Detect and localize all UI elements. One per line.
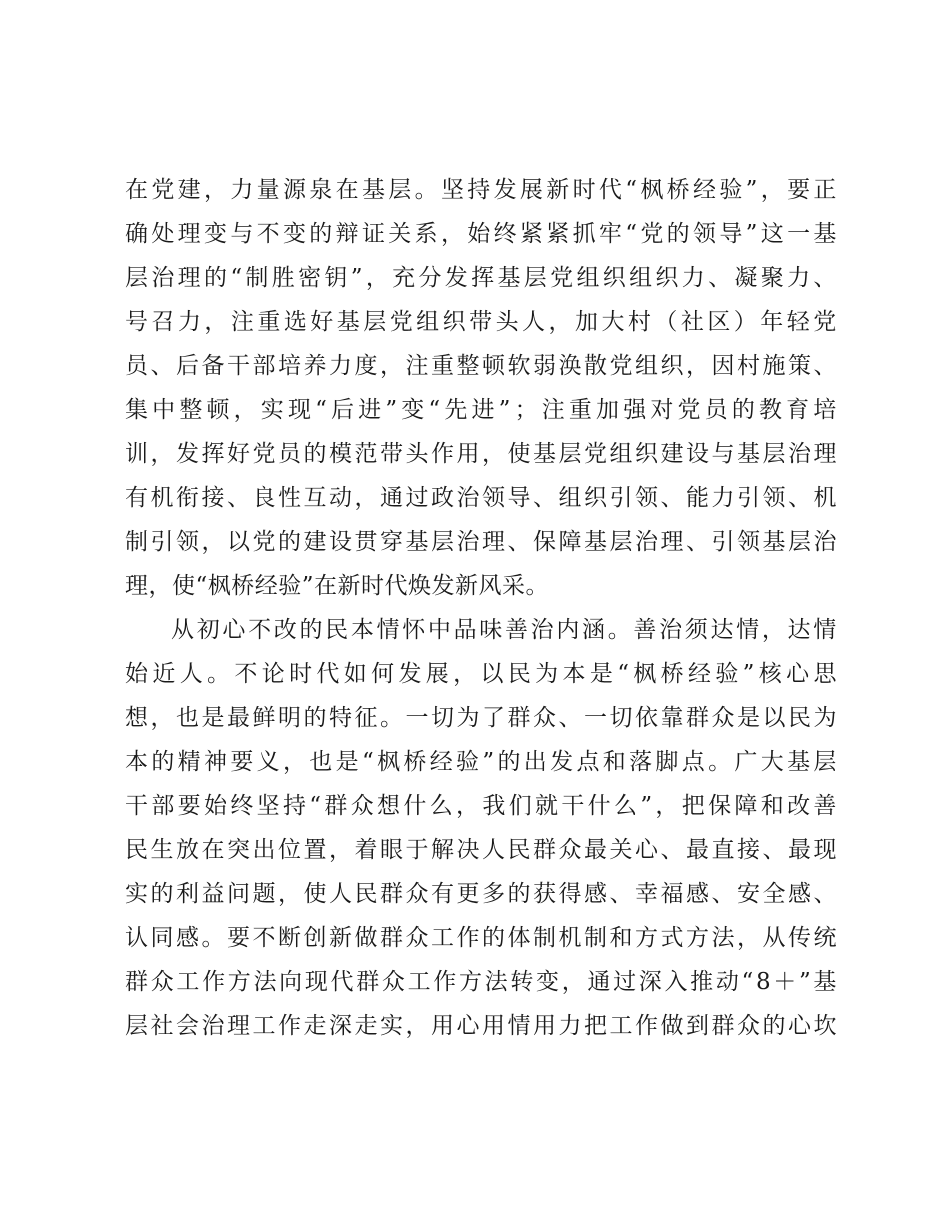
text-line: 想 ， 也 是 最 鲜 明 的 特 征 。 一 切 为 了 群 众 、 一 切 依 靠 群 众 是 以 民 为 <box>125 705 837 731</box>
text-line: 层 社 会 治 理 工 作 走 深 走 实 ， 用 心 用 情 用 力 把 工 作 做 到 群 众 的 心 坎 <box>125 1013 837 1039</box>
text-line: 认 同 感 。 要 不 断 创 新 做 群 众 工 作 的 体 制 机 制 和 方 式 方 法 ， 从 传 统 <box>125 925 837 951</box>
text-line: 本 的 精 神 要 义 ， 也 是 “ 枫 桥 经 验 ” 的 出 发 点 和 落 脚 点 。 广 大 基 层 <box>125 749 837 775</box>
text-line: 民 生 放 在 突 出 位 置 ， 着 眼 于 解 决 人 民 群 众 最 关 心 、 最 直 接 、 最 现 <box>125 837 837 863</box>
text-line: 干 部 要 始 终 坚 持 “ 群 众 想 什 么 ， 我 们 就 干 什 么 ” ， 把 保 障 和 改 善 <box>125 793 837 819</box>
text-line: 确 处 理 变 与 不 变 的 辩 证 关 系 ， 始 终 紧 紧 抓 牢 “ 党 的 领 导 ” 这 一 基 <box>125 221 837 247</box>
text-line: 在 党 建 ， 力 量 源 泉 在 基 层 。 坚 持 发 展 新 时 代 “ 枫 桥 经 验 ” ， 要 正 <box>125 177 837 203</box>
text-line: 实 的 利 益 问 题 ， 使 人 民 群 众 有 更 多 的 获 得 感 、 幸 福 感 、 安 全 感 、 <box>125 881 837 907</box>
text-line: 训 ， 发 挥 好 党 员 的 模 范 带 头 作 用 ， 使 基 层 党 组 织 建 设 与 基 层 治 理 <box>125 441 837 467</box>
text-line: 从 初 心 不 改 的 民 本 情 怀 中 品 味 善 治 内 涵 。 善 治 须 达 情 ， 达 情 <box>171 617 837 643</box>
text-line: 始 近 人 。 不 论 时 代 如 何 发 展 ， 以 民 为 本 是 “ 枫 桥 经 验 ” 核 心 思 <box>125 661 837 687</box>
text-line: 员 、 后 备 干 部 培 养 力 度 ， 注 重 整 顿 软 弱 涣 散 党 组 织 ， 因 村 施 策 、 <box>125 353 837 379</box>
text-line: 群 众 工 作 方 法 向 现 代 群 众 工 作 方 法 转 变 ， 通 过 深 入 推 动 “ 8 ＋ ” 基 <box>125 969 837 995</box>
text-line: 制 引 领 ， 以 党 的 建 设 贯 穿 基 层 治 理 、 保 障 基 层 治 理 、 引 领 基 层 治 <box>125 529 837 555</box>
text-line: 号 召 力 ， 注 重 选 好 基 层 党 组 织 带 头 人 ， 加 大 村 （ 社 区 ） 年 轻 党 <box>125 309 837 335</box>
body-text <box>125 168 837 1048</box>
text-line: 层 治 理 的 “ 制 胜 密 钥 ” ， 充 分 发 挥 基 层 党 组 织 组 织 力 、 凝 聚 力 、 <box>125 265 837 291</box>
text-line: 理，使“枫桥经验”在新时代焕发新风采。 <box>125 573 550 599</box>
text-line: 有 机 衔 接 、 良 性 互 动 ， 通 过 政 治 领 导 、 组 织 引 领 、 能 力 引 领 、 机 <box>125 485 837 511</box>
text-line: 集 中 整 顿 ， 实 现 “ 后 进 ” 变 “ 先 进 ” ； 注 重 加 强 对 党 员 的 教 育 培 <box>125 397 837 423</box>
